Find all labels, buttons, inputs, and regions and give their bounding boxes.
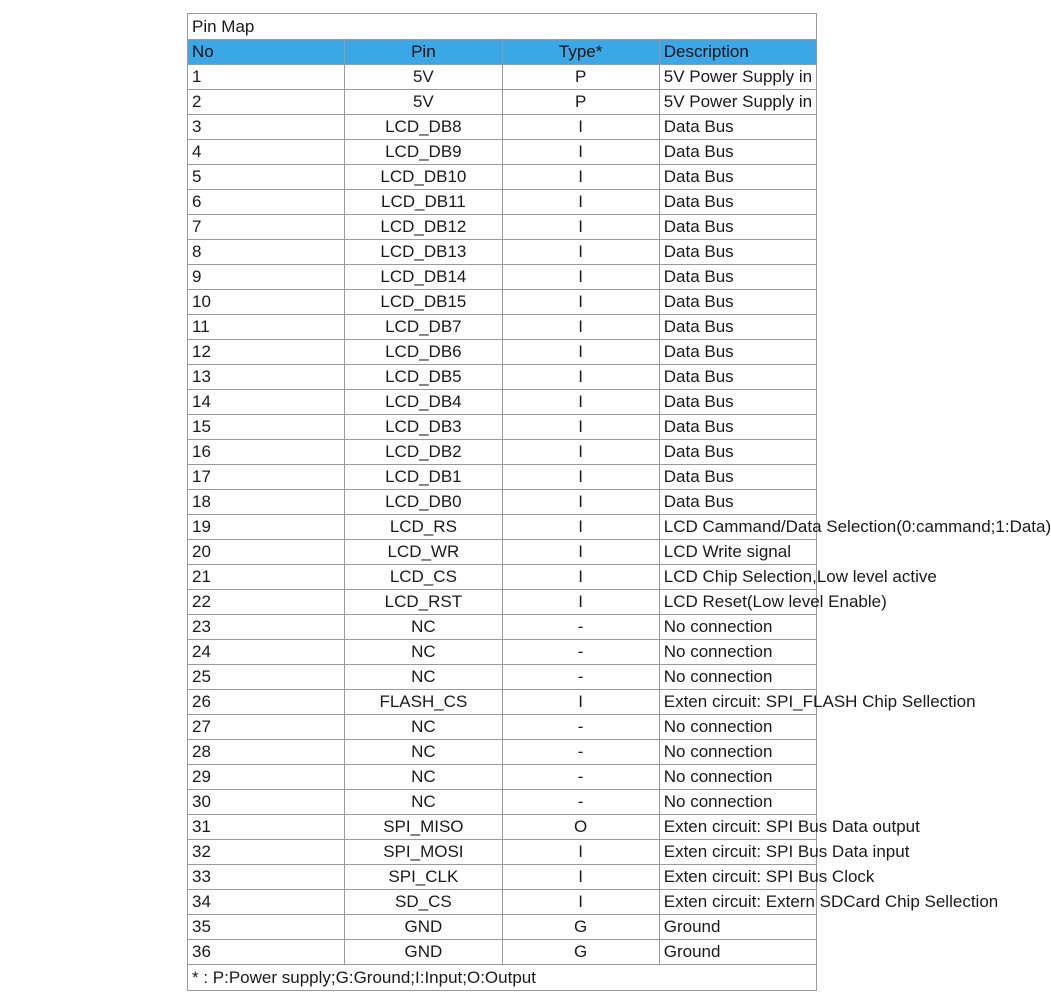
cell-pin: LCD_DB11 — [345, 190, 502, 215]
cell-type: - — [502, 715, 659, 740]
cell-description: Exten circuit: SPI Bus Clock — [659, 865, 816, 890]
cell-pin: LCD_DB7 — [345, 315, 502, 340]
table-row — [188, 565, 817, 590]
table-row — [188, 590, 817, 615]
cell-type: I — [502, 390, 659, 415]
cell-type: I — [502, 840, 659, 865]
cell-pin: LCD_DB15 — [345, 290, 502, 315]
table-row — [188, 740, 817, 765]
cell-no: 7 — [188, 215, 345, 240]
header-no: No — [188, 40, 345, 65]
cell-no: 29 — [188, 765, 345, 790]
cell-description: LCD Chip Selection,Low level active — [659, 565, 816, 590]
header-row — [188, 40, 817, 65]
cell-description: Data Bus — [659, 165, 816, 190]
table-title: Pin Map — [188, 14, 817, 40]
cell-type: I — [502, 315, 659, 340]
cell-type: G — [502, 940, 659, 965]
table-row — [188, 440, 817, 465]
cell-pin: LCD_DB4 — [345, 390, 502, 415]
cell-no: 35 — [188, 915, 345, 940]
cell-type: I — [502, 165, 659, 190]
cell-type: - — [502, 740, 659, 765]
table-row — [188, 690, 817, 715]
table-row — [188, 840, 817, 865]
table-body — [188, 65, 1051, 965]
table-row — [188, 240, 817, 265]
cell-type: P — [502, 65, 659, 90]
cell-no: 9 — [188, 265, 345, 290]
cell-pin: LCD_DB8 — [345, 115, 502, 140]
table-row — [188, 140, 817, 165]
cell-pin: SD_CS — [345, 890, 502, 915]
cell-type: I — [502, 115, 659, 140]
table-row — [188, 315, 817, 340]
cell-type: I — [502, 890, 659, 915]
cell-no: 5 — [188, 165, 345, 190]
cell-description: Data Bus — [659, 390, 816, 415]
cell-type: I — [502, 365, 659, 390]
cell-pin: NC — [345, 765, 502, 790]
cell-no: 15 — [188, 415, 345, 440]
cell-pin: LCD_CS — [345, 565, 502, 590]
table-row — [188, 940, 817, 965]
cell-description: Exten circuit: SPI_FLASH Chip Sellection — [659, 690, 816, 715]
cell-description: Exten circuit: Extern SDCard Chip Sellection — [659, 890, 816, 915]
cell-type: - — [502, 765, 659, 790]
cell-description: Data Bus — [659, 215, 816, 240]
cell-description: Data Bus — [659, 190, 816, 215]
cell-description: Data Bus — [659, 490, 816, 515]
cell-no: 36 — [188, 940, 345, 965]
cell-pin: LCD_DB3 — [345, 415, 502, 440]
cell-type: I — [502, 290, 659, 315]
cell-type: I — [502, 490, 659, 515]
table-row — [188, 340, 817, 365]
header-type: Type* — [502, 40, 659, 65]
cell-type: I — [502, 465, 659, 490]
cell-description: No connection — [659, 740, 816, 765]
table-row — [188, 65, 817, 90]
table-row — [188, 390, 817, 415]
cell-description: Data Bus — [659, 115, 816, 140]
cell-type: I — [502, 190, 659, 215]
cell-description: Data Bus — [659, 415, 816, 440]
cell-type: I — [502, 265, 659, 290]
cell-no: 4 — [188, 140, 345, 165]
cell-no: 27 — [188, 715, 345, 740]
table-row — [188, 465, 817, 490]
cell-type: I — [502, 415, 659, 440]
cell-pin: LCD_RST — [345, 590, 502, 615]
cell-description: No connection — [659, 715, 816, 740]
cell-pin: LCD_DB5 — [345, 365, 502, 390]
cell-type: I — [502, 865, 659, 890]
header-pin: Pin — [345, 40, 502, 65]
cell-no: 33 — [188, 865, 345, 890]
cell-type: I — [502, 140, 659, 165]
cell-pin: SPI_MISO — [345, 815, 502, 840]
table-row — [188, 290, 817, 315]
header-description: Description — [659, 40, 816, 65]
cell-no: 26 — [188, 690, 345, 715]
table-row — [188, 540, 817, 565]
table-row — [188, 265, 817, 290]
cell-no: 30 — [188, 790, 345, 815]
cell-no: 28 — [188, 740, 345, 765]
cell-no: 12 — [188, 340, 345, 365]
table-row — [188, 890, 817, 915]
cell-pin: SPI_CLK — [345, 865, 502, 890]
cell-description: Data Bus — [659, 140, 816, 165]
cell-pin: LCD_DB12 — [345, 215, 502, 240]
cell-description: LCD Reset(Low level Enable) — [659, 590, 816, 615]
cell-type: I — [502, 590, 659, 615]
cell-pin: FLASH_CS — [345, 690, 502, 715]
cell-pin: NC — [345, 640, 502, 665]
cell-no: 2 — [188, 90, 345, 115]
cell-description: LCD Write signal — [659, 540, 816, 565]
table-row — [188, 640, 817, 665]
table-row — [188, 865, 817, 890]
cell-no: 31 — [188, 815, 345, 840]
pin-map-sheet — [187, 13, 1051, 991]
cell-pin: NC — [345, 665, 502, 690]
cell-type: I — [502, 690, 659, 715]
cell-no: 34 — [188, 890, 345, 915]
cell-description: Exten circuit: SPI Bus Data output — [659, 815, 816, 840]
cell-description: LCD Cammand/Data Selection(0:cammand;1:Data) — [659, 515, 816, 540]
table-row — [188, 415, 817, 440]
cell-no: 6 — [188, 190, 345, 215]
cell-pin: LCD_WR — [345, 540, 502, 565]
cell-description: Ground — [659, 940, 816, 965]
cell-type: I — [502, 215, 659, 240]
cell-pin: 5V — [345, 65, 502, 90]
cell-pin: LCD_RS — [345, 515, 502, 540]
cell-type: I — [502, 565, 659, 590]
cell-description: Data Bus — [659, 290, 816, 315]
cell-no: 32 — [188, 840, 345, 865]
cell-description: Data Bus — [659, 365, 816, 390]
table-row — [188, 165, 817, 190]
cell-description: Data Bus — [659, 315, 816, 340]
footnote: * : P:Power supply;G:Ground;I:Input;O:Output — [188, 965, 817, 991]
cell-description: No connection — [659, 640, 816, 665]
cell-no: 24 — [188, 640, 345, 665]
cell-pin: GND — [345, 915, 502, 940]
cell-no: 1 — [188, 65, 345, 90]
cell-type: G — [502, 915, 659, 940]
cell-pin: LCD_DB9 — [345, 140, 502, 165]
cell-type: - — [502, 640, 659, 665]
table-row — [188, 765, 817, 790]
table-row — [188, 215, 817, 240]
table-row — [188, 715, 817, 740]
cell-type: - — [502, 615, 659, 640]
cell-type: I — [502, 240, 659, 265]
cell-type: I — [502, 540, 659, 565]
table-row — [188, 815, 817, 840]
cell-description: Data Bus — [659, 440, 816, 465]
cell-description: Data Bus — [659, 240, 816, 265]
cell-description: No connection — [659, 615, 816, 640]
cell-description: 5V Power Supply in — [659, 65, 816, 90]
cell-description: Data Bus — [659, 340, 816, 365]
cell-pin: GND — [345, 940, 502, 965]
cell-pin: 5V — [345, 90, 502, 115]
table-row — [188, 490, 817, 515]
cell-no: 14 — [188, 390, 345, 415]
pin-map-table — [187, 13, 1051, 991]
cell-type: O — [502, 815, 659, 840]
table-row — [188, 515, 817, 540]
table-row — [188, 115, 817, 140]
cell-no: 3 — [188, 115, 345, 140]
cell-description: No connection — [659, 665, 816, 690]
cell-pin: LCD_DB0 — [345, 490, 502, 515]
table-row — [188, 615, 817, 640]
cell-no: 17 — [188, 465, 345, 490]
cell-pin: NC — [345, 740, 502, 765]
cell-no: 21 — [188, 565, 345, 590]
cell-pin: NC — [345, 715, 502, 740]
cell-no: 16 — [188, 440, 345, 465]
cell-no: 22 — [188, 590, 345, 615]
cell-pin: LCD_DB6 — [345, 340, 502, 365]
table-row — [188, 915, 817, 940]
cell-description: Data Bus — [659, 465, 816, 490]
cell-no: 20 — [188, 540, 345, 565]
cell-type: I — [502, 515, 659, 540]
cell-no: 23 — [188, 615, 345, 640]
cell-pin: LCD_DB2 — [345, 440, 502, 465]
cell-description: No connection — [659, 790, 816, 815]
cell-no: 11 — [188, 315, 345, 340]
cell-pin: LCD_DB10 — [345, 165, 502, 190]
cell-description: Data Bus — [659, 265, 816, 290]
cell-pin: SPI_MOSI — [345, 840, 502, 865]
cell-description: Ground — [659, 915, 816, 940]
cell-description: 5V Power Supply in — [659, 90, 816, 115]
cell-type: I — [502, 440, 659, 465]
cell-no: 13 — [188, 365, 345, 390]
cell-pin: LCD_DB1 — [345, 465, 502, 490]
cell-pin: LCD_DB13 — [345, 240, 502, 265]
table-row — [188, 790, 817, 815]
table-row — [188, 665, 817, 690]
cell-type: - — [502, 790, 659, 815]
cell-description: Exten circuit: SPI Bus Data input — [659, 840, 816, 865]
cell-no: 18 — [188, 490, 345, 515]
table-row — [188, 190, 817, 215]
cell-type: P — [502, 90, 659, 115]
cell-type: I — [502, 340, 659, 365]
cell-description: No connection — [659, 765, 816, 790]
cell-pin: NC — [345, 615, 502, 640]
cell-type: - — [502, 665, 659, 690]
cell-pin: LCD_DB14 — [345, 265, 502, 290]
cell-no: 8 — [188, 240, 345, 265]
cell-pin: NC — [345, 790, 502, 815]
cell-no: 10 — [188, 290, 345, 315]
cell-no: 19 — [188, 515, 345, 540]
table-row — [188, 90, 817, 115]
cell-no: 25 — [188, 665, 345, 690]
table-row — [188, 365, 817, 390]
